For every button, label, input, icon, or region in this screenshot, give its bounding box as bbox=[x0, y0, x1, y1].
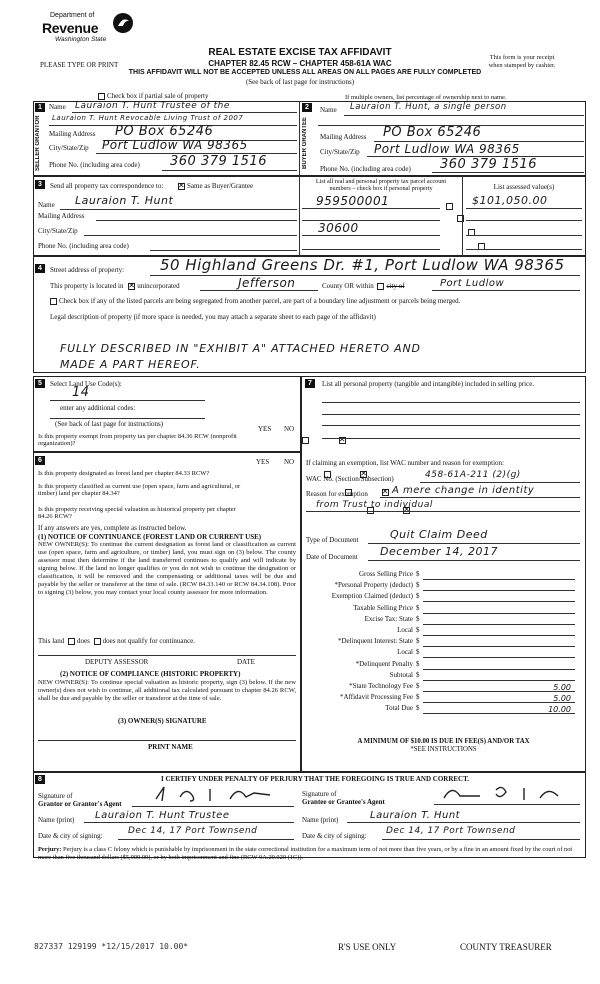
fee-currency: $ bbox=[416, 603, 420, 612]
fee-value[interactable]: 5.00 bbox=[553, 682, 571, 692]
this-land-label: This land bbox=[38, 637, 65, 645]
form-see-back: (See back of last page for instructions) bbox=[245, 78, 355, 86]
fee-label: *Delinquent Penalty bbox=[355, 659, 413, 668]
section-5-number: 5 bbox=[35, 379, 45, 388]
parcel-2-value[interactable]: 30600 bbox=[318, 221, 359, 235]
buyer-name-value[interactable]: Lauraion T. Hunt, a single person bbox=[350, 102, 507, 112]
seller-city-value[interactable]: Port Ludlow WA 98365 bbox=[102, 138, 248, 152]
fee-row bbox=[340, 648, 575, 659]
fee-label: Local bbox=[397, 648, 413, 657]
partial-sale-checkbox[interactable] bbox=[98, 93, 105, 100]
certify-statement: I CERTIFY UNDER PENALTY OF PERJURY THAT THE FOREGOING IS TRUE AND CORRECT. bbox=[160, 775, 469, 783]
corr-name-label: Name bbox=[38, 201, 55, 209]
seller-name-value-2[interactable]: Lauraion T. Hunt Revocable Living Trust of 2007 bbox=[52, 114, 244, 122]
if-yes-note: If any answers are yes, complete as instructed below. bbox=[38, 524, 187, 532]
grantor-sig-label-1: Signature of bbox=[38, 792, 73, 800]
buyer-side-label: BUYER GRANTEE bbox=[302, 117, 308, 170]
fee-row bbox=[340, 615, 575, 626]
fee-row bbox=[340, 570, 575, 581]
seller-phone-value[interactable]: 360 379 1516 bbox=[170, 154, 267, 169]
same-as-buyer-row bbox=[178, 182, 253, 190]
legal-value-1[interactable]: FULLY DESCRIBED IN "EXHIBIT A" ATTACHED HERETO AND bbox=[60, 342, 421, 355]
fee-label: *Delinquent Interest: State bbox=[337, 637, 413, 646]
fee-currency: $ bbox=[416, 704, 420, 713]
legal-label: Legal description of property (if more space is needed, you may attach a separate sheet to each page of the affidavit) bbox=[50, 313, 376, 321]
fee-currency: $ bbox=[416, 581, 420, 590]
seller-phone-label: Phone No. (including area code) bbox=[49, 161, 140, 169]
receipt-note-1: This form is your receipt bbox=[489, 54, 555, 61]
county-or-within-row bbox=[322, 282, 405, 290]
dor-state-line: Washington State bbox=[55, 36, 107, 43]
grantee-date-value[interactable]: Dec 14, 17 Port Townsend bbox=[386, 826, 516, 836]
fee-row bbox=[334, 581, 575, 592]
grantee-date-label: Date & city of signing: bbox=[302, 832, 367, 840]
fee-currency: $ bbox=[416, 626, 420, 634]
corr-city-label: City/State/Zip bbox=[38, 227, 78, 235]
grantee-sig-label-1: Signature of bbox=[302, 790, 337, 798]
located-row bbox=[50, 282, 180, 290]
section-6-number: 6 bbox=[35, 456, 45, 465]
street-value[interactable]: 50 Highland Greens Dr. #1, Port Ludlow WA 98365 bbox=[160, 256, 565, 274]
segregated-checkbox[interactable] bbox=[50, 298, 57, 305]
segregated-row bbox=[50, 297, 460, 305]
corr-mailing-label: Mailing Address bbox=[38, 212, 85, 220]
reason-label: Reason for exemption bbox=[306, 490, 368, 498]
minimum-due-note: A MINIMUM OF $10.00 IS DUE IN FEE(S) AND/OR TAX bbox=[357, 738, 530, 745]
section-1-number: 1 bbox=[35, 103, 45, 112]
seller-mailing-label: Mailing Address bbox=[49, 130, 96, 138]
fee-label: Total Due bbox=[385, 704, 413, 713]
fee-currency: $ bbox=[416, 592, 420, 601]
reason-value-2[interactable]: from Trust to individual bbox=[316, 500, 433, 510]
grantee-signature[interactable] bbox=[440, 782, 570, 804]
buyer-mailing-label: Mailing Address bbox=[320, 133, 367, 141]
segregated-label: Check box if any of the listed parcels are being segregated from another parcel, are part of a boundary line adjustment or parcels being merged. bbox=[59, 297, 461, 305]
fee-row bbox=[340, 682, 575, 693]
form-chapter: CHAPTER 82.45 RCW – CHAPTER 458-61A WAC bbox=[208, 59, 392, 68]
wac-label: WAC No. (Section/Subsection) bbox=[306, 475, 394, 483]
does-qualify-checkbox[interactable] bbox=[68, 638, 75, 645]
multiple-owners-note: If multiple owners, list percentage of ownership next to name. bbox=[345, 94, 507, 101]
land-use-value[interactable]: 14 bbox=[72, 385, 90, 400]
grantor-date-label: Date & city of signing: bbox=[38, 832, 103, 840]
fee-label: Local bbox=[397, 626, 413, 634]
current-use-question: Is this property classified as current use (open space, farm and agricultural, or timber) land per chapter 84.34? bbox=[38, 483, 241, 498]
fee-currency: $ bbox=[416, 637, 420, 646]
section6-yes-header: YES bbox=[256, 458, 270, 466]
fee-currency: $ bbox=[416, 570, 420, 578]
fee-label: Exemption Claimed (deduct) bbox=[331, 592, 413, 601]
fee-row bbox=[340, 604, 575, 615]
fee-label: *Personal Property (deduct) bbox=[334, 581, 413, 590]
buyer-name-label: Name bbox=[320, 106, 337, 114]
unincorporated-checkbox[interactable] bbox=[128, 283, 135, 290]
exempt-question: Is this property exempt from property tax per chapter 84.36 RCW (nonprofit organization)? bbox=[38, 433, 237, 448]
fee-currency: $ bbox=[416, 614, 420, 623]
form-title: REAL ESTATE EXCISE TAX AFFIDAVIT bbox=[208, 47, 392, 58]
parcel-1-value[interactable]: 959500001 bbox=[316, 194, 390, 208]
section5-no-header: NO bbox=[284, 425, 295, 433]
does-not-qualify-checkbox[interactable] bbox=[94, 638, 101, 645]
fee-row bbox=[340, 693, 575, 704]
fee-currency: $ bbox=[416, 693, 420, 702]
fee-currency: $ bbox=[416, 670, 420, 679]
notice-continuance-body: NEW OWNER(S): To continue the current designation as forest land or classification as current use (open space, farm and agriculture, or timber) land, you must sign on (3) below. The county assessor must then determine if the land transferred continues to qualify and will indicate by signing below. If the land no longer qualifies or you do not wish to continue the designation or classification, it will be removed and the compensating or additional taxes will be due and payable by the seller or transferor at the time of sale. (RCW 84.33.140 or RCW 84.34.108). Prior to signing (3) below, you may contact your local county assessor for more information. bbox=[38, 541, 296, 597]
buyer-city-value[interactable]: Port Ludlow WA 98365 bbox=[374, 142, 520, 156]
qualify-row bbox=[38, 637, 195, 645]
section-4-number: 4 bbox=[35, 264, 45, 273]
forest-land-question: Is this property designated as forest land per chapter 84.33 RCW? bbox=[38, 470, 210, 477]
county-label: County OR within bbox=[322, 282, 374, 290]
section5-yes-header: YES bbox=[258, 425, 272, 433]
please-type: PLEASE TYPE OR PRINT bbox=[40, 61, 119, 69]
fee-currency: $ bbox=[416, 659, 420, 668]
historic-question: Is this property receiving special valuation as historical property per chapter 84.26 RCW? bbox=[38, 506, 236, 521]
fee-label: *Affidavit Processing Fee bbox=[340, 693, 413, 702]
fee-row bbox=[340, 626, 575, 637]
seller-side-label: SELLER GRANTOR bbox=[35, 115, 41, 171]
legal-value-2[interactable]: MADE A PART HEREOF. bbox=[60, 358, 201, 371]
fee-value[interactable]: 10.00 bbox=[548, 705, 571, 715]
grantor-name-value[interactable]: Lauraion T. Hunt Trustee bbox=[95, 810, 230, 821]
located-label: This property is located in bbox=[50, 282, 124, 290]
assessed-header: List assessed value(s) bbox=[493, 183, 555, 191]
city-value[interactable]: Port Ludlow bbox=[440, 278, 505, 289]
dor-revenue-line: Revenue bbox=[42, 20, 99, 36]
partial-sale-row bbox=[98, 92, 208, 100]
form-warning: THIS AFFIDAVIT WILL NOT BE ACCEPTED UNLESS ALL AREAS ON ALL PAGES ARE FULLY COMPLETED bbox=[128, 69, 482, 76]
section-8-number: 8 bbox=[35, 775, 45, 784]
section-2-number: 2 bbox=[302, 103, 312, 112]
buyer-phone-label: Phone No. (including area code) bbox=[320, 165, 411, 173]
does-not-label: does not qualify for continuance. bbox=[102, 637, 195, 645]
county-value[interactable]: Jefferson bbox=[238, 276, 296, 290]
fee-label: Gross Selling Price bbox=[358, 570, 413, 578]
grantee-sig-label-2: Grantee or Grantee's Agent bbox=[302, 798, 385, 806]
user-use-only: R'S USE ONLY bbox=[338, 942, 397, 952]
fee-row bbox=[340, 704, 575, 715]
fee-row bbox=[340, 660, 575, 671]
fee-label: Subtotal bbox=[389, 670, 413, 679]
section-7-number: 7 bbox=[305, 379, 315, 388]
buyer-mailing-value[interactable]: PO Box 65246 bbox=[383, 125, 482, 140]
deputy-assessor-label: DEPUTY ASSESSOR bbox=[85, 658, 149, 666]
fee-currency: $ bbox=[416, 648, 420, 657]
seller-name-label: Name bbox=[49, 103, 66, 111]
seller-name-value[interactable]: Lauraion T. Hunt Trustee of the bbox=[75, 101, 230, 111]
owner-signature-label: (3) OWNER(S) SIGNATURE bbox=[118, 717, 207, 725]
perjury-label: Perjury: bbox=[38, 846, 62, 853]
doc-date-value[interactable]: December 14, 2017 bbox=[380, 545, 499, 558]
fee-value[interactable]: 5.00 bbox=[553, 694, 571, 703]
grantee-name-label: Name (print) bbox=[302, 816, 339, 824]
doc-type-value[interactable]: Quit Claim Deed bbox=[390, 528, 488, 541]
additional-codes-label: enter any additional codes: bbox=[60, 404, 136, 412]
receipt-note-2: when stamped by cashier. bbox=[488, 62, 556, 69]
doc-date-label: Date of Document bbox=[306, 553, 358, 561]
doc-type-label: Type of Document bbox=[306, 536, 359, 544]
fee-label: Taxable Selling Price bbox=[353, 603, 413, 612]
fee-row bbox=[340, 671, 575, 682]
street-label: Street address of property: bbox=[50, 266, 125, 274]
reason-value-1[interactable]: A mere change in identity bbox=[392, 485, 535, 496]
section-3-number: 3 bbox=[35, 180, 45, 189]
exemption-label: If claiming an exemption, list WAC number and reason for exemption: bbox=[306, 459, 504, 467]
perjury-notice bbox=[38, 846, 583, 861]
grantor-date-value[interactable]: Dec 14, 17 Port Townsend bbox=[128, 826, 258, 836]
section6-no-header: NO bbox=[284, 458, 295, 466]
seller-city-label: City/State/Zip bbox=[49, 144, 89, 152]
see-instructions-note: *SEE INSTRUCTIONS bbox=[410, 746, 477, 753]
same-as-buyer-checkbox[interactable] bbox=[178, 183, 185, 190]
fee-label: *State Technology Fee bbox=[349, 682, 413, 690]
unincorporated-label: unincorporated bbox=[137, 282, 180, 290]
corr-phone-label: Phone No. (including area code) bbox=[38, 242, 129, 250]
partial-sale-label: Check box if partial sale of property bbox=[107, 92, 209, 100]
notice-compliance-title: (2) NOTICE OF COMPLIANCE (HISTORIC PROPERTY) bbox=[60, 670, 241, 678]
fee-row bbox=[331, 592, 575, 603]
grantor-name-label: Name (print) bbox=[38, 816, 75, 824]
perjury-text: Perjury is a class C felony which is punishable by imprisonment in the state correctional institution for a maximum term of not more than five years, or by a fine in an amount fixed by the court of not more than five thousand dollars ($5,000.00), or by both imprisonment and fine (RCW 9A.20.020 (1C)). bbox=[38, 846, 573, 861]
grantor-signature[interactable] bbox=[150, 783, 280, 805]
city-of-checkbox[interactable] bbox=[377, 283, 384, 290]
buyer-city-label: City/State/Zip bbox=[320, 148, 360, 156]
grantor-sig-label-2: Grantor or Grantor's Agent bbox=[38, 800, 122, 808]
parcel-2-personal-checkbox[interactable] bbox=[457, 215, 464, 222]
parcel-1-personal-checkbox[interactable] bbox=[446, 203, 453, 210]
city-of-label: city of bbox=[386, 282, 405, 290]
notice-compliance-body: NEW OWNER(S): To continue special valuation as historic property, sign (3) below. If the new owner(s) does not wish to continue, all additional tax calculated pursuant to chapter 84.26 RCW, shall be due and payable by the seller or transferor at the time of sale. bbox=[38, 679, 296, 703]
fee-row bbox=[337, 637, 575, 648]
buyer-phone-value[interactable]: 360 379 1516 bbox=[440, 157, 537, 172]
deputy-date-label: DATE bbox=[237, 658, 255, 666]
print-name-label: PRINT NAME bbox=[148, 743, 193, 751]
fee-currency: $ bbox=[416, 682, 420, 690]
fee-label: Excise Tax: State bbox=[364, 614, 413, 623]
cashier-stamp: 827337 129199 *12/15/2017 10.00* bbox=[34, 942, 189, 951]
wac-value[interactable]: 458-61A-211 (2)(g) bbox=[425, 470, 521, 480]
parcel-header-1: List all real and personal property tax parcel account bbox=[315, 178, 447, 185]
grantee-name-value[interactable]: Lauraion T. Hunt bbox=[370, 810, 461, 821]
corr-name-value[interactable]: Lauraion T. Hunt bbox=[75, 194, 174, 207]
personal-property-label: List all personal property (tangible and intangible) included in selling price. bbox=[322, 380, 535, 388]
dor-logo bbox=[40, 10, 135, 52]
seller-mailing-value[interactable]: PO Box 65246 bbox=[115, 124, 214, 139]
parcel-header-2: numbers – check box if personal property bbox=[329, 185, 433, 192]
section5-see-back: (See back of last page for instructions) bbox=[55, 420, 164, 428]
county-treasurer-label: COUNTY TREASURER bbox=[460, 942, 552, 952]
assessed-1-value[interactable]: $101,050.00 bbox=[472, 194, 548, 207]
washington-logo-icon bbox=[112, 12, 134, 34]
send-correspondence-label: Send all property tax correspondence to: bbox=[50, 182, 164, 190]
does-label: does bbox=[77, 637, 90, 645]
same-as-buyer-label: Same as Buyer/Grantee bbox=[187, 182, 254, 190]
land-use-label: Select Land Use Code(s): bbox=[50, 380, 122, 388]
notice-continuance-title: (1) NOTICE OF CONTINUANCE (FOREST LAND OR CURRENT USE) bbox=[38, 533, 262, 541]
dor-dept-line: Department of bbox=[50, 12, 95, 19]
